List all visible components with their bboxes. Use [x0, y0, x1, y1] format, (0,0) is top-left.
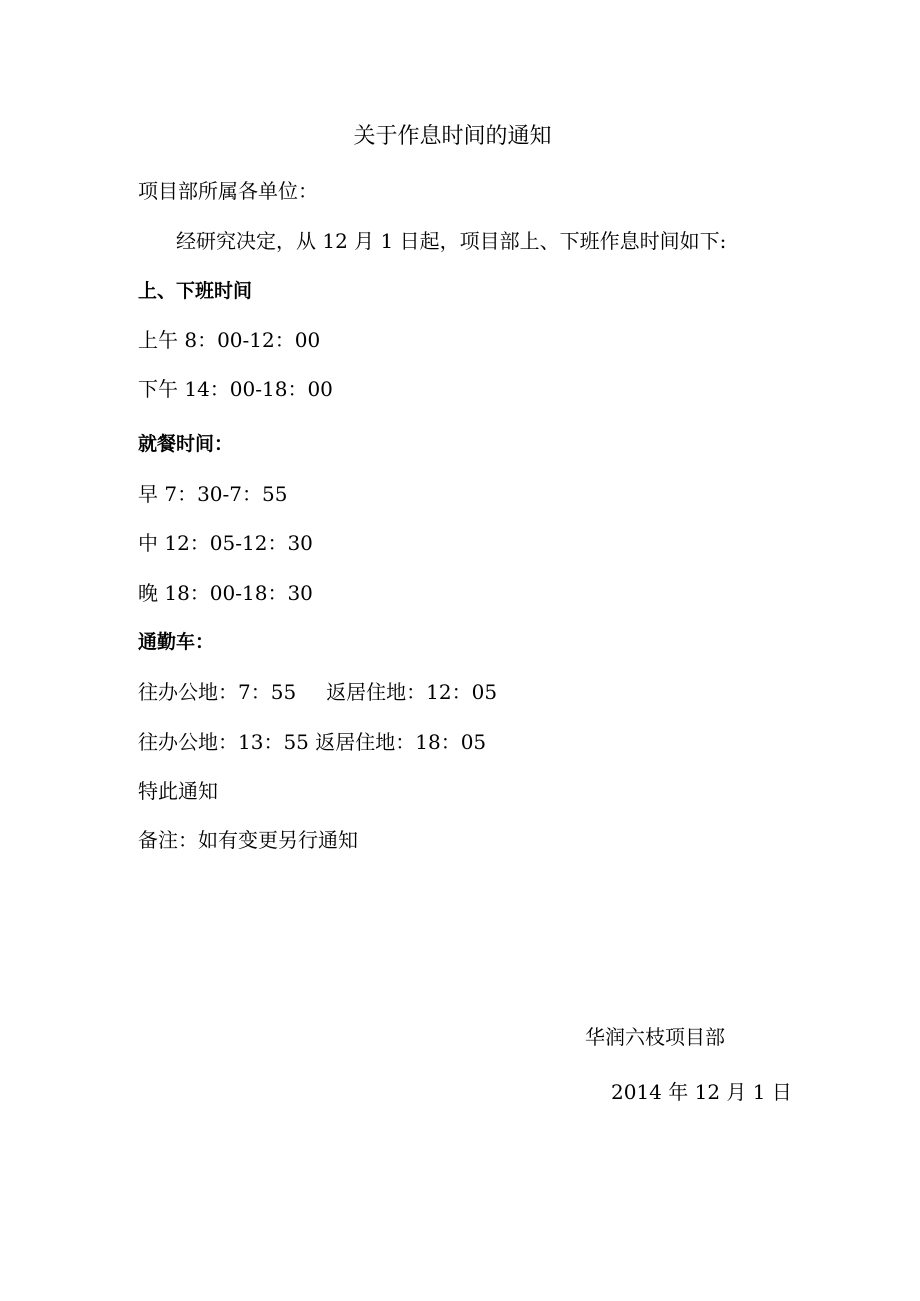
- shuttle-row-1-return: 返居住地：12：05: [326, 680, 498, 704]
- shuttle-row-2: 往办公地：13：55 返居住地：18：05: [138, 730, 487, 754]
- shuttle-row-1-to-office: 往办公地：7：55: [138, 680, 297, 704]
- page-title: 关于作息时间的通知: [353, 124, 552, 149]
- remark-line: 备注：如有变更另行通知: [138, 828, 358, 852]
- signature-date: 2014 年 12 月 1 日: [611, 1080, 792, 1104]
- closing-line: 特此通知: [138, 779, 218, 803]
- lunch-time: 中 12：05-12：30: [138, 531, 313, 555]
- dinner-time: 晚 18：00-18：30: [138, 581, 313, 605]
- shuttle-row-1: [138, 679, 497, 705]
- shuttle-heading: 通勤车：: [138, 631, 215, 653]
- afternoon-hours: 下午 14：00-18：00: [138, 377, 333, 401]
- meal-times-heading: 就餐时间：: [138, 433, 234, 455]
- breakfast-time: 早 7：30-7：55: [138, 482, 288, 506]
- signature-organization: 华润六枝项目部: [585, 1025, 725, 1049]
- intro-paragraph: 经研究决定，从 12 月 1 日起，项目部上、下班作息时间如下:: [176, 229, 727, 253]
- work-hours-heading: 上、下班时间: [138, 280, 253, 302]
- salutation: 项目部所属各单位：: [138, 179, 318, 203]
- morning-hours: 上午 8：00-12：00: [138, 328, 321, 352]
